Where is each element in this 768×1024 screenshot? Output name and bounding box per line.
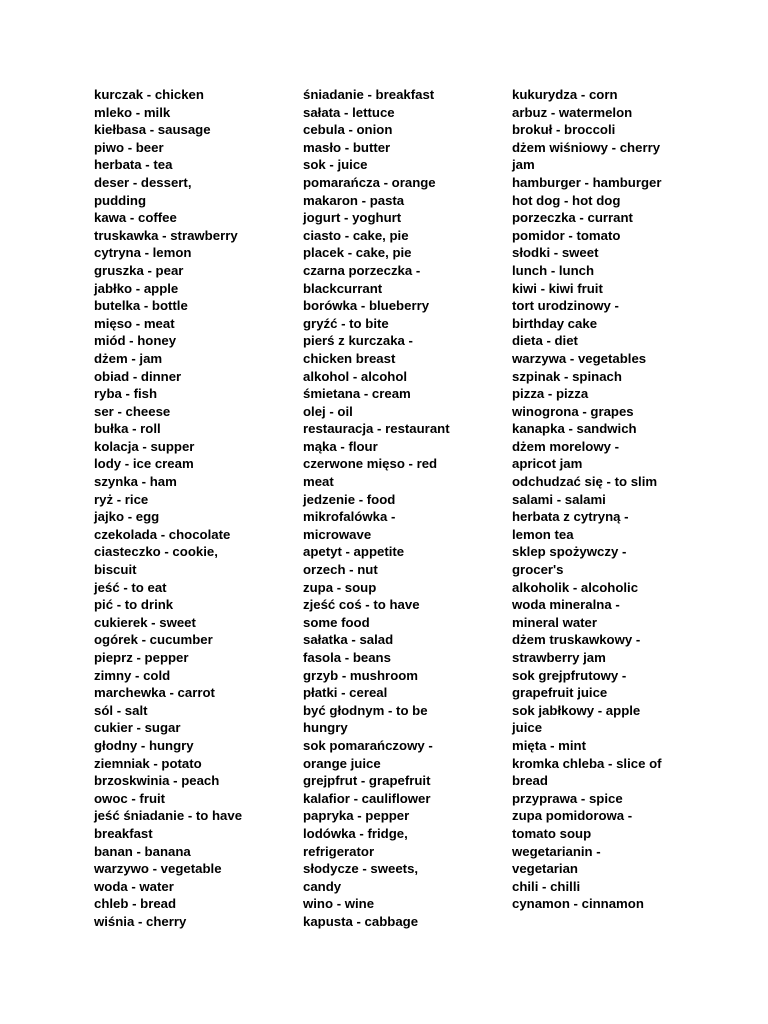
vocabulary-line: some food bbox=[303, 614, 370, 630]
vocabulary-line: pudding bbox=[94, 192, 146, 208]
vocabulary-line: wiśnia - cherry bbox=[94, 913, 187, 929]
vocabulary-line: papryka - pepper bbox=[303, 808, 410, 824]
vocabulary-line: chleb - bread bbox=[94, 896, 177, 912]
vocabulary-line: sok - juice bbox=[303, 157, 368, 173]
vocabulary-line: cynamon - cinnamon bbox=[512, 896, 644, 912]
vocabulary-line: brokuł - broccoli bbox=[512, 122, 616, 138]
vocabulary-line: bułka - roll bbox=[94, 421, 161, 437]
vocabulary-line: pieprz - pepper bbox=[94, 650, 189, 665]
vocabulary-line: kawa - coffee bbox=[94, 210, 177, 226]
vocabulary-column-1 bbox=[94, 86, 242, 931]
vocabulary-line: brzoskwinia - peach bbox=[94, 773, 220, 789]
vocabulary-line: słodycze - sweets, bbox=[303, 861, 419, 877]
vocabulary-line: hamburger - hamburger bbox=[512, 174, 662, 190]
vocabulary-line: kukurydza - corn bbox=[512, 87, 618, 102]
vocabulary-line: czekolada - chocolate bbox=[94, 526, 231, 542]
vocabulary-line: warzywa - vegetables bbox=[512, 350, 647, 366]
vocabulary-line: masło - butter bbox=[303, 139, 391, 155]
vocabulary-line: fasola - beans bbox=[303, 650, 391, 665]
vocabulary-line: cebula - onion bbox=[303, 122, 393, 138]
vocabulary-line: mąka - flour bbox=[303, 438, 378, 454]
vocabulary-line: przyprawa - spice bbox=[512, 790, 623, 806]
vocabulary-line: chicken breast bbox=[303, 350, 396, 366]
vocabulary-column-2 bbox=[303, 86, 450, 931]
vocabulary-line: vegetarian bbox=[512, 861, 578, 877]
vocabulary-line: ser - cheese bbox=[94, 403, 171, 419]
vocabulary-column-3 bbox=[512, 86, 662, 913]
vocabulary-line: szpinak - spinach bbox=[512, 368, 622, 384]
vocabulary-line: salami - salami bbox=[512, 491, 606, 507]
vocabulary-line: głodny - hungry bbox=[94, 737, 194, 753]
vocabulary-line: hot dog - hot dog bbox=[512, 192, 621, 208]
vocabulary-line: deser - dessert, bbox=[94, 174, 192, 190]
vocabulary-line: pomarańcza - orange bbox=[303, 174, 436, 190]
vocabulary-line: wino - wine bbox=[303, 896, 375, 912]
vocabulary-line: gruszka - pear bbox=[94, 262, 184, 278]
vocabulary-line: pierś z kurczaka - bbox=[303, 333, 413, 349]
vocabulary-line: herbata - tea bbox=[94, 157, 173, 173]
vocabulary-line: grocer's bbox=[512, 562, 564, 578]
vocabulary-line: mikrofalówka - bbox=[303, 509, 396, 525]
vocabulary-line: jedzenie - food bbox=[303, 491, 396, 507]
vocabulary-line: być głodnym - to be bbox=[303, 702, 428, 718]
vocabulary-line: zjeść coś - to have bbox=[303, 597, 420, 613]
vocabulary-line: płatki - cereal bbox=[303, 685, 388, 701]
vocabulary-line: bread bbox=[512, 773, 548, 789]
vocabulary-line: herbata z cytryną - bbox=[512, 509, 629, 525]
vocabulary-line: arbuz - watermelon bbox=[512, 104, 633, 120]
vocabulary-line: pić - to drink bbox=[94, 597, 174, 613]
vocabulary-line: lemon tea bbox=[512, 526, 574, 542]
vocabulary-line: lunch - lunch bbox=[512, 262, 595, 278]
vocabulary-line: tomato soup bbox=[512, 825, 592, 841]
vocabulary-line: grejpfrut - grapefruit bbox=[303, 773, 431, 789]
vocabulary-line: kurczak - chicken bbox=[94, 87, 204, 102]
vocabulary-line: dżem truskawkowy - bbox=[512, 632, 641, 648]
vocabulary-line: refrigerator bbox=[303, 843, 375, 859]
vocabulary-line: juice bbox=[512, 720, 543, 736]
vocabulary-line: sałatka - salad bbox=[303, 632, 394, 648]
vocabulary-line: sklep spożywczy - bbox=[512, 544, 627, 560]
vocabulary-line: szynka - ham bbox=[94, 474, 177, 490]
vocabulary-line: sok pomarańczowy - bbox=[303, 737, 433, 753]
vocabulary-line: słodki - sweet bbox=[512, 245, 599, 261]
vocabulary-line: meat bbox=[303, 474, 334, 490]
vocabulary-line: truskawka - strawberry bbox=[94, 227, 238, 243]
vocabulary-line: owoc - fruit bbox=[94, 790, 166, 806]
vocabulary-line: apricot jam bbox=[512, 456, 583, 472]
vocabulary-line: dieta - diet bbox=[512, 333, 578, 349]
vocabulary-line: orzech - nut bbox=[303, 562, 378, 578]
vocabulary-line: grapefruit juice bbox=[512, 685, 608, 701]
vocabulary-line: cukier - sugar bbox=[94, 720, 181, 736]
vocabulary-line: hungry bbox=[303, 720, 348, 736]
vocabulary-line: alkoholik - alcoholic bbox=[512, 579, 639, 595]
vocabulary-line: pizza - pizza bbox=[512, 386, 589, 402]
vocabulary-line: sól - salt bbox=[94, 702, 148, 718]
vocabulary-line: lody - ice cream bbox=[94, 456, 194, 472]
vocabulary-line: kanapka - sandwich bbox=[512, 421, 637, 437]
vocabulary-line: jam bbox=[512, 157, 535, 173]
vocabulary-line: jeść śniadanie - to have bbox=[94, 808, 243, 824]
vocabulary-line: lodówka - fridge, bbox=[303, 825, 408, 841]
vocabulary-line: grzyb - mushroom bbox=[303, 667, 419, 683]
vocabulary-line: kromka chleba - slice of bbox=[512, 755, 662, 771]
vocabulary-line: apetyt - appetite bbox=[303, 544, 405, 560]
vocabulary-line: restauracja - restaurant bbox=[303, 421, 450, 437]
vocabulary-line: sok jabłkowy - apple bbox=[512, 702, 641, 718]
vocabulary-line: gryźć - to bite bbox=[303, 315, 389, 331]
vocabulary-line: biscuit bbox=[94, 562, 137, 578]
vocabulary-line: kolacja - supper bbox=[94, 438, 195, 454]
vocabulary-line: mineral water bbox=[512, 614, 598, 630]
vocabulary-line: zimny - cold bbox=[94, 667, 171, 683]
vocabulary-line: tort urodzinowy - bbox=[512, 298, 619, 314]
vocabulary-line: jogurt - yoghurt bbox=[303, 210, 402, 226]
vocabulary-line: marchewka - carrot bbox=[94, 685, 215, 701]
vocabulary-line: pomidor - tomato bbox=[512, 227, 621, 243]
vocabulary-line: śmietana - cream bbox=[303, 386, 411, 402]
vocabulary-line: kiełbasa - sausage bbox=[94, 122, 211, 138]
vocabulary-line: strawberry jam bbox=[512, 650, 606, 665]
vocabulary-line: zupa pomidorowa - bbox=[512, 808, 633, 824]
vocabulary-line: wegetarianin - bbox=[512, 843, 601, 859]
vocabulary-line: czerwone mięso - red bbox=[303, 456, 438, 472]
vocabulary-line: sok grejpfrutowy - bbox=[512, 667, 627, 683]
vocabulary-line: zupa - soup bbox=[303, 579, 377, 595]
vocabulary-line: ryż - rice bbox=[94, 491, 149, 507]
vocabulary-line: borówka - blueberry bbox=[303, 298, 430, 314]
vocabulary-line: candy bbox=[303, 878, 342, 894]
vocabulary-line: piwo - beer bbox=[94, 139, 164, 155]
vocabulary-line: sałata - lettuce bbox=[303, 104, 395, 120]
vocabulary-line: obiad - dinner bbox=[94, 368, 182, 384]
vocabulary-line: orange juice bbox=[303, 755, 381, 771]
vocabulary-line: jajko - egg bbox=[94, 509, 160, 525]
vocabulary-line: cukierek - sweet bbox=[94, 614, 196, 630]
vocabulary-line: butelka - bottle bbox=[94, 298, 188, 314]
vocabulary-line: ziemniak - potato bbox=[94, 755, 202, 771]
vocabulary-line: makaron - pasta bbox=[303, 192, 405, 208]
vocabulary-line: banan - banana bbox=[94, 843, 191, 859]
vocabulary-line: kapusta - cabbage bbox=[303, 913, 419, 929]
vocabulary-line: woda - water bbox=[94, 878, 174, 894]
vocabulary-line: ciasteczko - cookie, bbox=[94, 544, 218, 560]
vocabulary-line: miód - honey bbox=[94, 333, 177, 349]
vocabulary-line: breakfast bbox=[94, 825, 153, 841]
vocabulary-line: olej - oil bbox=[303, 403, 353, 419]
vocabulary-line: dżem wiśniowy - cherry bbox=[512, 139, 661, 155]
vocabulary-line: alkohol - alcohol bbox=[303, 368, 408, 384]
vocabulary-line: warzywo - vegetable bbox=[94, 861, 222, 877]
vocabulary-line: mleko - milk bbox=[94, 104, 171, 120]
vocabulary-line: odchudzać się - to slim bbox=[512, 474, 658, 490]
vocabulary-line: dżem morelowy - bbox=[512, 438, 619, 454]
vocabulary-line: winogrona - grapes bbox=[512, 403, 634, 419]
vocabulary-line: porzeczka - currant bbox=[512, 210, 633, 226]
vocabulary-line: ogórek - cucumber bbox=[94, 632, 213, 648]
vocabulary-line: mięso - meat bbox=[94, 315, 175, 331]
vocabulary-line: birthday cake bbox=[512, 315, 598, 331]
vocabulary-line: czarna porzeczka - bbox=[303, 262, 421, 278]
vocabulary-line: cytryna - lemon bbox=[94, 245, 192, 261]
vocabulary-line: ryba - fish bbox=[94, 386, 158, 402]
vocabulary-line: mięta - mint bbox=[512, 737, 587, 753]
vocabulary-line: ciasto - cake, pie bbox=[303, 227, 409, 243]
vocabulary-line: kiwi - kiwi fruit bbox=[512, 280, 603, 296]
vocabulary-line: microwave bbox=[303, 526, 372, 542]
vocabulary-line: dżem - jam bbox=[94, 350, 163, 366]
vocabulary-line: kalafior - cauliflower bbox=[303, 790, 431, 806]
vocabulary-line: blackcurrant bbox=[303, 280, 383, 296]
vocabulary-line: śniadanie - breakfast bbox=[303, 87, 435, 102]
vocabulary-line: chili - chilli bbox=[512, 878, 581, 894]
vocabulary-line: jabłko - apple bbox=[94, 280, 179, 296]
vocabulary-line: woda mineralna - bbox=[512, 597, 620, 613]
vocabulary-line: jeść - to eat bbox=[94, 579, 167, 595]
vocabulary-line: placek - cake, pie bbox=[303, 245, 412, 261]
